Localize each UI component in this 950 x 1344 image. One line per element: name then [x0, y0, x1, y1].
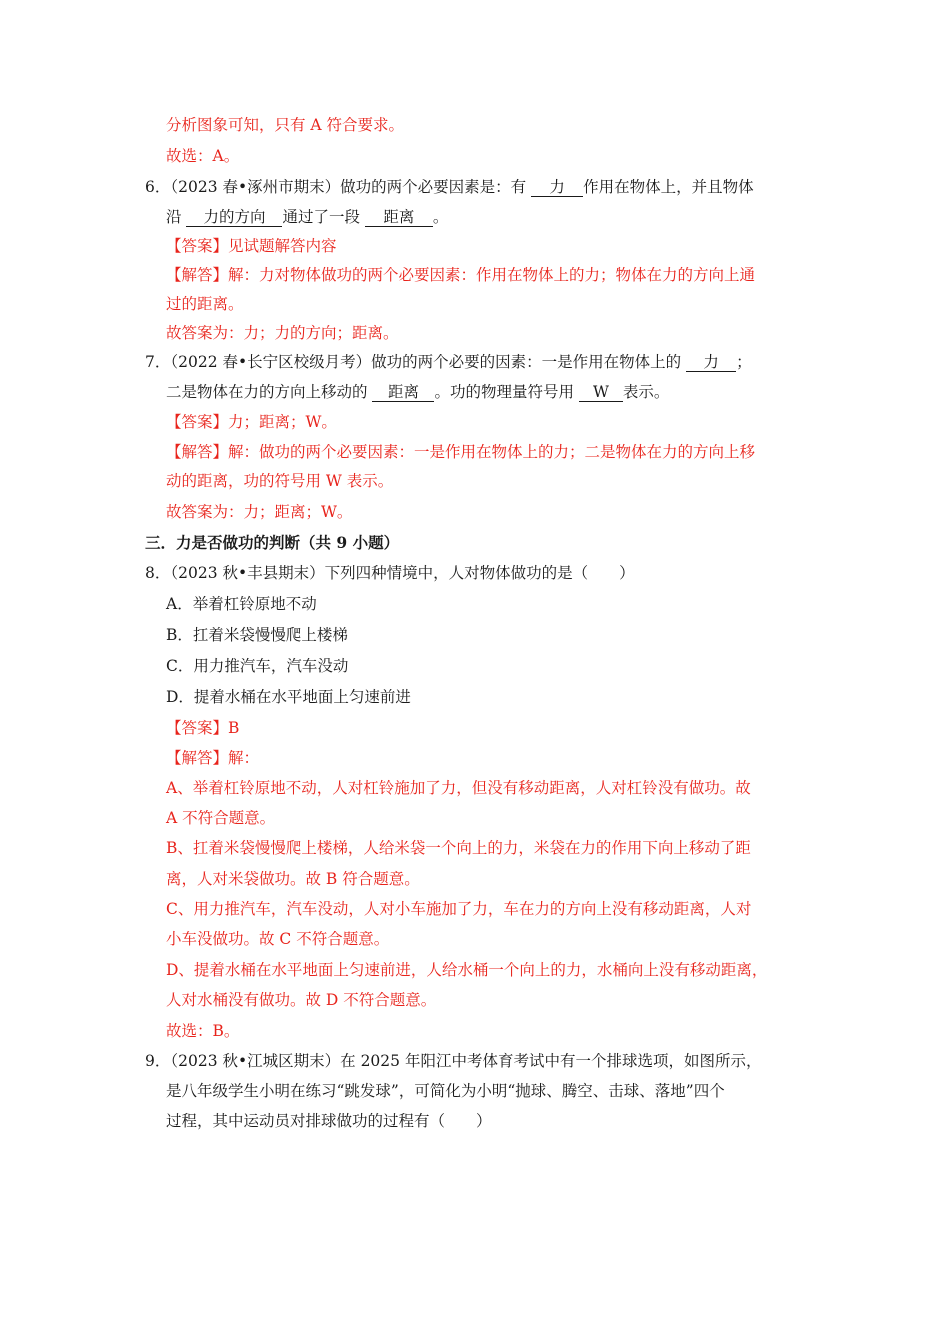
q8-explain-line: A、举着杠铃原地不动，人对杠铃施加了力，但没有移动距离，人对杠铃没有做功。故: [166, 779, 751, 797]
q7-stem-part5: 表示。: [622, 383, 670, 401]
q6-blank-3: 距离: [365, 208, 433, 227]
q6-number: 6．: [145, 178, 171, 196]
q8-option-a: A．举着杠铃原地不动: [166, 595, 317, 613]
q8-option-c: C．用力推汽车，汽车没动: [166, 657, 349, 675]
q9-line1: [145, 1050, 761, 1072]
q7-stem-part3: 二是物体在力的方向上移动的: [166, 383, 368, 401]
q6-answer: 【答案】见试题解答内容: [166, 237, 337, 255]
q6-final: 故答案为：力；力的方向；距离。: [166, 324, 399, 342]
q9-line3: 过程，其中运动员对排球做功的过程有（ ）: [166, 1112, 492, 1130]
prev-choice: 故选：A。: [166, 147, 240, 165]
q6-stem-part5: 。: [432, 208, 449, 226]
q7-stem-part2: ；: [736, 353, 752, 371]
q6-blank-2: 力的方向: [186, 208, 282, 227]
q8-explain-line: 离，人对米袋做功。故 B 符合题意。: [166, 870, 420, 888]
q8-explain-line: B、扛着米袋慢慢爬上楼梯，人给米袋一个向上的力，米袋在力的作用下向上移动了距: [166, 839, 751, 857]
q7-blank-1: 力: [686, 353, 736, 372]
q6-explain-line2: 过的距离。: [166, 295, 244, 313]
q7-blank-2: 距离: [372, 383, 434, 402]
q8-explain-head: 【解答】解：: [166, 749, 260, 767]
q7-number: 7．: [145, 353, 171, 371]
q8-explain-line: 小车没做功。故 C 不符合题意。: [166, 930, 390, 948]
q8-number: 8．: [145, 564, 171, 582]
q7-stem-part4: 。功的物理量符号用: [434, 383, 574, 401]
q7-answer: 【答案】力；距离；W。: [166, 413, 337, 431]
q6-explain-line1: 【解答】解：力对物体做功的两个必要因素：作用在物体上的力；物体在力的方向上通: [166, 266, 756, 284]
prev-analysis-tail: 分析图象可知，只有 A 符合要求。: [166, 116, 405, 134]
q8-explain-line: A 不符合题意。: [166, 809, 276, 827]
q7-explain-line2: 动的距离，功的符号用 W 表示。: [166, 472, 394, 490]
q9-stem-text: （2023 秋•江城区期末）在 2025 年阳江中考体育考试中有一个排球选项，如图所示，: [170, 1052, 762, 1070]
section-3-title: 三．力是否做功的判断（共 9 小题）: [145, 533, 400, 552]
q6-line1: [145, 176, 754, 198]
q6-blank-1: 力: [531, 178, 583, 197]
q8-explain-line: D、提着水桶在水平地面上匀速前进，人给水桶一个向上的力，水桶向上没有移动距离，: [166, 961, 768, 979]
q7-blank-3: W: [579, 383, 623, 402]
q8-explain-line: C、用力推汽车，汽车没动，人对小车施加了力，车在力的方向上没有移动距离，人对: [166, 900, 752, 918]
q9-line2: 是八年级学生小明在练习“跳发球”，可简化为小明“抛球、腾空、击球、落地”四个: [166, 1082, 725, 1100]
q8-answer: 【答案】B: [166, 719, 240, 737]
q8-option-b: B．扛着米袋慢慢爬上楼梯: [166, 626, 348, 644]
q9-number: 9．: [145, 1052, 171, 1070]
q8-explain-line: 人对水桶没有做功。故 D 不符合题意。: [166, 991, 437, 1009]
q6-stem-part4: 通过了一段: [282, 208, 360, 226]
q6-stem-part1: （2023 春•涿州市期末）做功的两个必要因素是：有: [170, 178, 527, 196]
q6-stem-part2: 作用在物体上，并且物体: [583, 178, 754, 196]
q7-stem-part1: （2022 春•长宁区校级月考）做功的两个必要的因素：一是作用在物体上的: [170, 353, 682, 371]
q7-explain-line1: 【解答】解：做功的两个必要因素：一是作用在物体上的力；二是物体在力的方向上移: [166, 443, 756, 461]
q6-line2: [166, 206, 448, 228]
q7-line1: [145, 351, 752, 373]
q7-final: 故答案为：力；距离；W。: [166, 503, 353, 521]
q8-stem: [145, 562, 635, 584]
q6-stem-part3: 沿: [166, 208, 182, 226]
q8-choice: 故选：B。: [166, 1022, 240, 1040]
q7-line2: [166, 381, 669, 403]
q8-stem-text: （2023 秋•丰县期末）下列四种情境中，人对物体做功的是（ ）: [170, 564, 635, 582]
q8-option-d: D．提着水桶在水平地面上匀速前进: [166, 688, 411, 706]
